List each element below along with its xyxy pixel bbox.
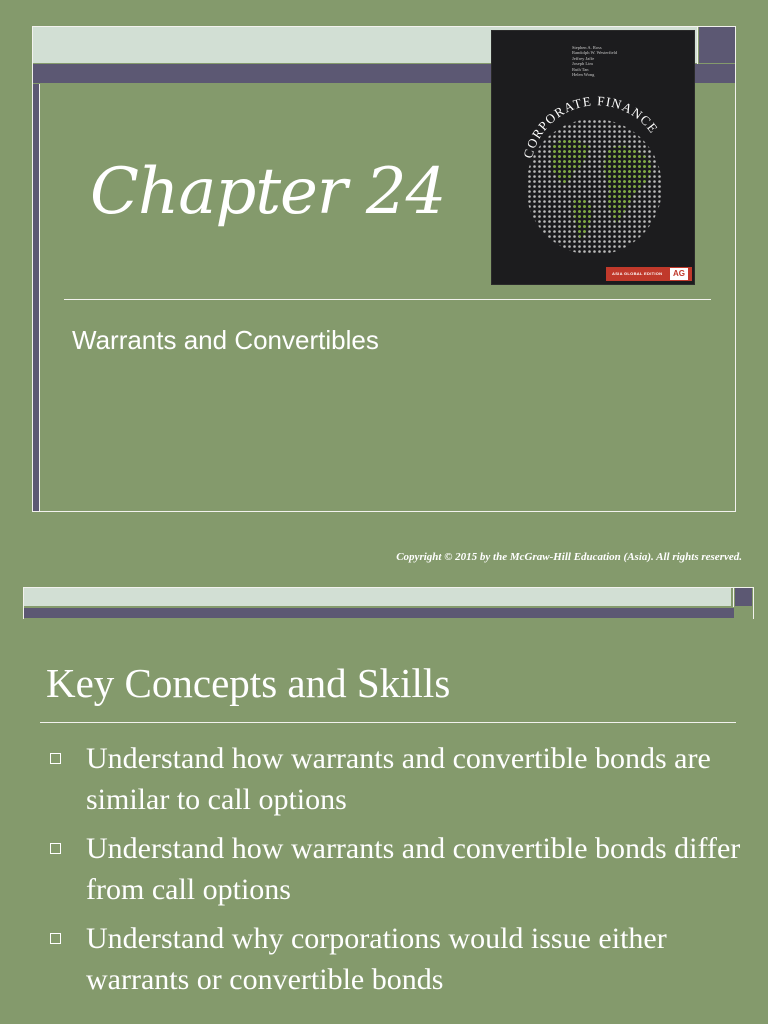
bullet-text: Understand why corporations would issue either warrants or convertible bonds [86, 922, 667, 996]
bullet-text: Understand how warrants and convertible bonds differ from call options [86, 832, 741, 906]
publisher-logo: AG [670, 268, 688, 280]
bullet-item [46, 738, 746, 820]
globe-illustration [512, 89, 682, 259]
bullet-item [46, 918, 746, 1000]
slide2-title: Key Concepts and Skills [46, 660, 451, 706]
book-authors: Stephen A. Ross Randolph W. Westerfield Jeffrey Jaffe Joseph Lim Ruth Tan Helen Wong [572, 45, 618, 78]
bullet-list [46, 738, 746, 1008]
copyright-notice: Copyright © 2015 by the McGraw-Hill Education (Asia). All rights reserved. [396, 551, 742, 563]
slide2-corner-separator [733, 588, 734, 607]
corner-accent-square [699, 27, 735, 63]
square-bullet-icon [50, 933, 61, 944]
square-bullet-icon [50, 753, 61, 764]
book-title: CORPORATE FINANCE [520, 93, 662, 160]
bullet-text: Understand how warrants and convertible bonds are similar to call options [86, 742, 711, 816]
left-accent-line [39, 84, 40, 511]
title-divider [64, 299, 711, 300]
slide2-frame-right [753, 587, 754, 619]
slide2-corner-square [735, 588, 752, 606]
bullet-item [46, 828, 746, 910]
chapter-title: Chapter 24 [90, 155, 446, 229]
chapter-subtitle: Warrants and Convertibles [72, 325, 379, 355]
slide2-accent-bar [24, 608, 734, 618]
square-bullet-icon [50, 843, 61, 854]
corner-separator [697, 27, 698, 64]
book-cover-image [492, 31, 694, 284]
slide2-divider [40, 722, 736, 723]
slide2-top-band [24, 588, 731, 606]
edition-label: ASIA GLOBAL EDITION [612, 271, 663, 276]
